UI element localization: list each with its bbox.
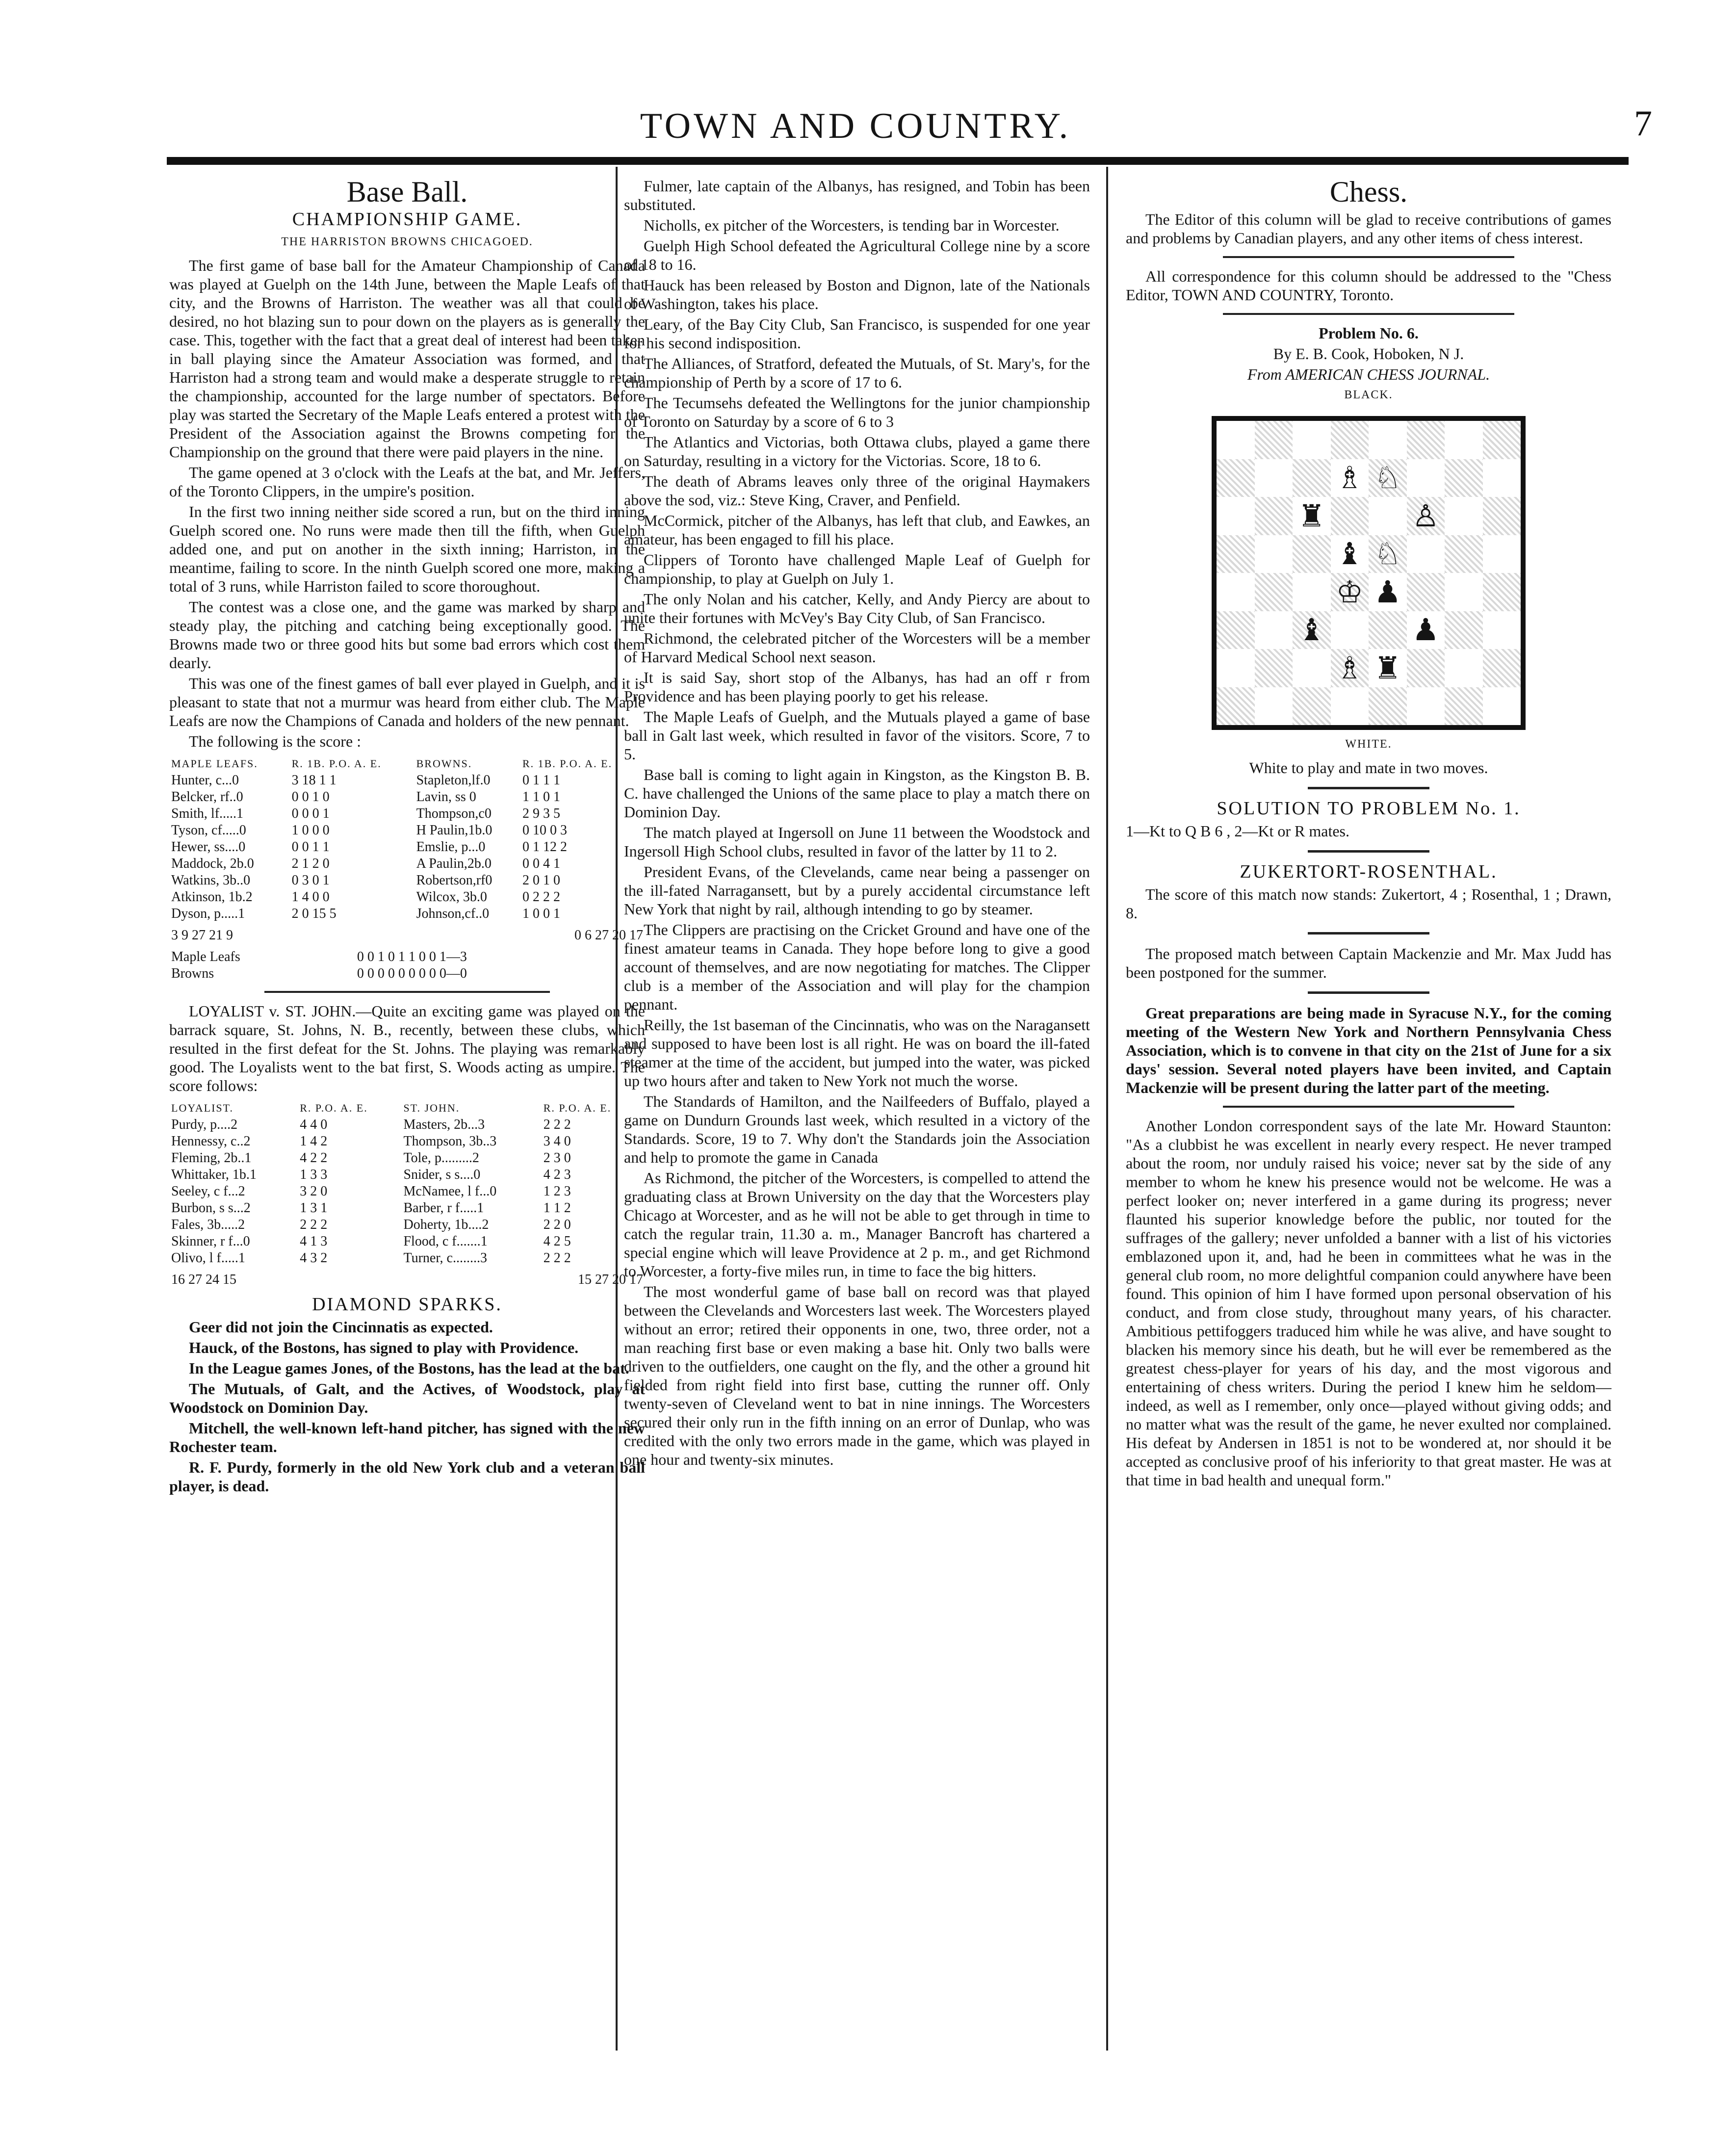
board-square: ♟ xyxy=(1407,611,1445,649)
news-item: McCormick, pitcher of the Albanys, has left that club, and Eawkes, an amateur, has been engaged to fill his place. xyxy=(624,512,1090,548)
totals-right: 15 27 20 17 xyxy=(578,1272,643,1287)
article-paragraph: The contest was a close one, and the game was marked by sharp and steady play, the pitching and catching being exceptionally good. The Browns made two or three good hits but some bad errors which cost them dearly. xyxy=(169,598,645,672)
box-cols-left: R. 1B. P.O. A. E. xyxy=(291,757,382,770)
article-paragraph: The following is the score : xyxy=(189,732,362,750)
board-square xyxy=(1445,497,1483,535)
board-square xyxy=(1217,459,1255,497)
board-square xyxy=(1483,497,1521,535)
player-row xyxy=(169,1150,645,1167)
score-cell: McNamee, l f...0 xyxy=(403,1184,497,1199)
box-head-right: ST. JOHN. xyxy=(403,1102,460,1114)
board-square: ♝ xyxy=(1293,611,1331,649)
article-paragraph: This was one of the finest games of ball ever played in Guelph, and it is pleasant to state that not a murmur was heard from either club. The Maple Leafs are now the Champions of Canada and holders of the new pennant. xyxy=(169,675,645,729)
player-row xyxy=(169,839,645,856)
score-cell: Burbon, s s...2 xyxy=(171,1200,251,1216)
score-cell: 4 2 5 xyxy=(543,1234,571,1249)
black-label: BLACK. xyxy=(1344,389,1393,401)
score-cell: Johnson,cf..0 xyxy=(416,906,490,921)
staunton-item: Another London correspondent says of the late Mr. Howard Staunton: "As a clubbist he was excellent in nearly every respect. He never tramped about the room, nor unduly raised his voice; never sat by the side of any member to whom he knew his presence would not be welcome. He was a perfect looker on; never interfered in a game during its progress; never flaunted his superior knowledge before the public, nor touted for the suffrages of the gallery; never unfolded a banner with a list of his victories emblazoned upon it, and, had he been in committees what he was in the general club room, no more delightful companion could anywhere have been found. This opinion of him I have formed upon personal observation of his conduct, and from close study, throughout many years, of his character. Ambitious pettifoggers traduced him while he was alive, and have sought to blacken his memory since his death, but he will ever be remembered as the greatest chess-player for years of his day, and the most vigorous and entertaining of chess writers. During the period I knew him he seldom—indeed, as well as I remember, only once—played without giving odds; and no matter what was the result of the game, he never exulted nor complained. His defeat by Andersen in 1851 is not to be wondered at, nor should it be accepted as conclusive proof of his inferiority to that great master. He was at that time in bad health and unequal form." xyxy=(1126,1117,1611,1489)
news-item: Nicholls, ex pitcher of the Worcesters, is tending bar in Worcester. xyxy=(644,216,1060,234)
divider xyxy=(1223,1106,1514,1108)
board-square xyxy=(1255,421,1293,459)
player-row xyxy=(169,1233,645,1250)
board-square xyxy=(1217,497,1255,535)
score-cell: 3 4 0 xyxy=(543,1134,571,1149)
board-square xyxy=(1255,649,1293,687)
player-row xyxy=(169,889,645,906)
board-square xyxy=(1255,497,1293,535)
loyalist-article: LOYALIST v. ST. JOHN.—Quite an exciting game was played on the barrack square, St. Johns, N. B., recently, between these clubs, which resulted in the first defeat for the St. Johns. The playing was remarkably good. The Loyalists went to the bat first, S. Woods acting as umpire. The score follows: xyxy=(169,1002,645,1094)
board-square xyxy=(1217,687,1255,726)
masthead-rule xyxy=(167,157,1629,165)
score-cell: 3 18 1 1 xyxy=(291,773,337,788)
score-cell: 2 2 0 xyxy=(543,1217,571,1232)
news-item: Leary, of the Bay City Club, San Francisco, is suspended for one year for his second indisposition. xyxy=(624,315,1090,352)
score-cell: 1 1 0 1 xyxy=(522,789,560,805)
article-paragraph: The game opened at 3 o'clock with the Leafs at the bat, and Mr. Jeffers, of the Toronto Clippers, in the umpire's position. xyxy=(169,464,645,500)
championship-heading: CHAMPIONSHIP GAME. xyxy=(292,209,522,230)
board-square xyxy=(1293,421,1331,459)
championship-subhead: THE HARRISTON BROWNS CHICAGOED. xyxy=(281,235,533,248)
score-cell: Masters, 2b...3 xyxy=(403,1117,485,1132)
score-cell: Smith, lf.....1 xyxy=(171,806,244,821)
score-cell: 2 1 2 0 xyxy=(291,856,330,871)
score-cell: 2 3 0 xyxy=(543,1150,571,1166)
diamond-sparks-heading: DIAMOND SPARKS. xyxy=(312,1294,502,1315)
news-item: The death of Abrams leaves only three of the original Haymakers above the sod, viz.: Steve King, Craver, and Penfield. xyxy=(624,472,1090,509)
board-square xyxy=(1369,687,1407,726)
player-row xyxy=(169,1117,645,1133)
board-square xyxy=(1217,649,1255,687)
score-cell: Hewer, ss....0 xyxy=(171,839,246,855)
board-square: ♘ xyxy=(1369,459,1407,497)
score-cell: Thompson,c0 xyxy=(416,806,492,821)
score-cell: Whittaker, 1b.1 xyxy=(171,1167,257,1182)
player-row xyxy=(169,949,645,965)
score-cell: 1 3 1 xyxy=(300,1200,328,1216)
championship-article xyxy=(169,256,645,751)
innings-line xyxy=(169,949,645,982)
score-cell: 0 0 4 1 xyxy=(522,856,560,871)
score-cell: Fleming, 2b..1 xyxy=(171,1150,252,1166)
match-heading: ZUKERTORT-ROSENTHAL. xyxy=(1240,861,1498,882)
news-item: Reilly, the 1st baseman of the Cincinnatis, who was on the Naragansett and supposed to have been lost is all right. He was on board the ill-fated steamer at the time of the accident, but jumped into the water, was picked up two hours after and taken to New York not much the worse. xyxy=(624,1016,1090,1090)
score-cell: 2 2 2 xyxy=(543,1250,571,1266)
board-square xyxy=(1483,573,1521,611)
score-cell: 4 4 0 xyxy=(300,1117,328,1132)
news-item: As Richmond, the pitcher of the Worcesters, is compelled to attend the graduating class at Brown University on the day that the Worcesters play Chicago at Worcester, and as he will not be able to get through in time to catch the regular train, 11.30 a. m., Manager Bancroft has chartered a special engine which will leave Providence at 2 p. m., and get Richmond to Worcester, a forty-five miles run, in time to face the big hitters. xyxy=(624,1169,1090,1280)
baseball-title: Base Ball. xyxy=(346,176,468,208)
syracuse-item: Great preparations are being made in Syracuse N.Y., for the coming meeting of the Western New York and Northern Pennsylvania Chess Association, which is to convene in that city on the 21st of June for a six days' session. Several noted players have been invited, and Captain Mackenzie will be present during the latter part of the meeting. xyxy=(1126,1004,1611,1096)
spark-item: Mitchell, the well-known left-hand pitcher, has signed with the new Rochester team. xyxy=(169,1419,645,1455)
board-square: ♟ xyxy=(1369,573,1407,611)
board-square xyxy=(1483,649,1521,687)
score-cell: Maple Leafs xyxy=(171,949,240,964)
board-square xyxy=(1445,687,1483,726)
news-item: The Clippers are practising on the Cricket Ground and have one of the finest amateur teams in Canada. They hope before long to give a good account of themselves, and are now negotiating for matches. The Clipper club is a member of the Association and will play for the champion pennant. xyxy=(624,921,1090,1013)
chess-title: Chess. xyxy=(1329,176,1408,208)
score-cell: Browns xyxy=(171,966,214,981)
score-cell: Wilcox, 3b.0 xyxy=(416,889,487,905)
news-item: Clippers of Toronto have challenged Maple Leaf of Guelph for championship, to play at Guelph on July 1. xyxy=(624,551,1090,587)
masthead: TOWN AND COUNTRY. xyxy=(640,106,1071,146)
score-cell: Tole, p.........2 xyxy=(403,1150,479,1166)
score-cell: Hunter, c...0 xyxy=(171,773,239,788)
board-square xyxy=(1445,649,1483,687)
score-cell: Emslie, p...0 xyxy=(416,839,486,855)
news-item: The only Nolan and his catcher, Kelly, and Andy Piercy are about to unite their fortunes with McVey's Bay City Club, of San Francisco. xyxy=(624,590,1090,626)
score-cell: Flood, c f.......1 xyxy=(403,1234,488,1249)
news-item: The Alliances, of Stratford, defeated the Mutuals, of St. Mary's, for the championship of Perth by a score of 17 to 6. xyxy=(624,355,1090,391)
divider xyxy=(1223,256,1514,258)
board-square xyxy=(1445,611,1483,649)
score-cell: 1 4 0 0 xyxy=(291,889,330,905)
page-number: 7 xyxy=(1634,104,1652,144)
board-square xyxy=(1331,687,1369,726)
divider xyxy=(264,991,550,993)
divider xyxy=(1308,932,1429,935)
board-square: ♗ xyxy=(1331,459,1369,497)
player-row xyxy=(169,805,645,822)
score-cell: H Paulin,1b.0 xyxy=(416,823,493,838)
score-cell: Skinner, r f...0 xyxy=(171,1234,250,1249)
score-cell: A Paulin,2b.0 xyxy=(416,856,492,871)
score-cell: 4 1 3 xyxy=(300,1234,328,1249)
spark-item: The Mutuals, of Galt, and the Actives, of Woodstock, play at Woodstock on Dominion Day. xyxy=(169,1380,645,1416)
match-score: The score of this match now stands: Zukertort, 4 ; Rosenthal, 1 ; Drawn, 8. xyxy=(1126,885,1611,922)
score-cell: 1 1 2 xyxy=(543,1200,571,1216)
score-cell: Dyson, p.....1 xyxy=(171,906,245,921)
player-row xyxy=(169,1183,645,1200)
board-square xyxy=(1255,459,1293,497)
column-divider xyxy=(1106,167,1108,2051)
board-square xyxy=(1407,459,1445,497)
board-square: ♜ xyxy=(1369,649,1407,687)
score-cell: Seeley, c f...2 xyxy=(171,1184,245,1199)
maple-leafs-box-score xyxy=(169,755,645,922)
totals-left: 3 9 27 21 9 xyxy=(171,928,233,943)
board-square xyxy=(1407,421,1445,459)
score-cell: Maddock, 2b.0 xyxy=(171,856,254,871)
score-cell: Olivo, l f.....1 xyxy=(171,1250,245,1266)
board-square: ♝ xyxy=(1331,535,1369,573)
totals-left: 16 27 24 15 xyxy=(171,1272,236,1287)
score-cell: Stapleton,lf.0 xyxy=(416,773,491,788)
solution-text: 1—Kt to Q B 6 , 2—Kt or R mates. xyxy=(1126,822,1349,840)
spark-item: Geer did not join the Cincinnatis as expected. xyxy=(189,1318,493,1336)
board-square xyxy=(1293,535,1331,573)
board-square xyxy=(1331,611,1369,649)
player-row xyxy=(169,1167,645,1183)
board-square xyxy=(1293,573,1331,611)
score-cell: 2 0 15 5 xyxy=(291,906,337,921)
score-cell: Robertson,rf0 xyxy=(416,873,493,888)
score-cell: 1 0 0 1 xyxy=(522,906,560,921)
player-row xyxy=(169,772,645,789)
board-square xyxy=(1445,573,1483,611)
board-square xyxy=(1217,421,1255,459)
divider xyxy=(1308,991,1429,994)
score-cell: 1 2 3 xyxy=(543,1184,571,1199)
chess-correspondence: All correspondence for this column should be addressed to the "Chess Editor, TOWN AND COUNTRY, Toronto. xyxy=(1126,267,1611,304)
news-item: President Evans, of the Clevelands, came near being a passenger on the ill-fated Narragansett, but by a purely accidental circumstance left New York that night by rail, although intending to go by steamer. xyxy=(624,863,1090,918)
board-square xyxy=(1483,421,1521,459)
box-head-left: LOYALIST. xyxy=(171,1102,233,1114)
board-square xyxy=(1255,573,1293,611)
score-cell: Hennessy, c..2 xyxy=(171,1134,251,1149)
baseball-notes-column xyxy=(624,177,1090,1471)
problem-author: By E. B. Cook, Hoboken, N J. xyxy=(1273,345,1464,363)
box-cols-right: R. P.O. A. E. xyxy=(543,1102,612,1114)
spark-item: Hauck, of the Bostons, has signed to play with Providence. xyxy=(189,1339,579,1356)
board-square xyxy=(1369,497,1407,535)
solution-heading: SOLUTION TO PROBLEM No. 1. xyxy=(1217,798,1521,819)
divider xyxy=(1308,850,1429,853)
baseball-column xyxy=(169,177,645,1497)
news-item: The match played at Ingersoll on June 11 between the Woodstock and Ingersoll High School clubs, resulted in favor of the latter by 11 to 2. xyxy=(624,824,1090,860)
news-item: Richmond, the celebrated pitcher of the Worcesters will be a member of Harvard Medical School next season. xyxy=(624,629,1090,666)
board-square xyxy=(1369,611,1407,649)
spark-item: In the League games Jones, of the Bostons, has the lead at the bat. xyxy=(189,1359,629,1377)
board-square xyxy=(1483,611,1521,649)
news-item: The Tecumsehs defeated the Wellingtons for the junior championship of Toronto on Saturday by a score of 6 to 3 xyxy=(624,394,1090,430)
board-square xyxy=(1407,535,1445,573)
board-square: ♘ xyxy=(1369,535,1407,573)
score-cell: Purdy, p....2 xyxy=(171,1117,238,1132)
chess-column xyxy=(1126,177,1611,1491)
board-square xyxy=(1331,421,1369,459)
score-cell: 0 1 12 2 xyxy=(522,839,567,855)
score-cell: 3 2 0 xyxy=(300,1184,328,1199)
news-item: The most wonderful game of base ball on record was that played between the Clevelands and Worcesters last week. The Worcesters played without an error; retired their opponents in one, two, three order, not a man reaching first base or even making a base hit. Only two balls were driven to the outfielders, one caught on the fly, and the other a ground hit fielded from right field into first base, cutting the runner off. Only twenty-seven of Cleveland went to bat in nine innings. The Worcesters secured their only run in the fifth inning on an error of Dunlap, who was credited with the only two errors made in the game, which was played in one hour and twenty-six minutes. xyxy=(624,1283,1090,1468)
board-square: ♜ xyxy=(1293,497,1331,535)
board-square xyxy=(1255,687,1293,726)
player-row xyxy=(169,1250,645,1267)
player-row xyxy=(169,1200,645,1217)
board-square xyxy=(1293,459,1331,497)
board-square xyxy=(1407,649,1445,687)
article-paragraph: The first game of base ball for the Amateur Championship of Canada was played at Guelph on the 14th June, between the Maple Leafs of that city, and the Browns of Harriston. The weather was all that could be desired, no hot blazing sun to pour down on the players as is generally the case. This, together with the fact that a great deal of interest had been taken in ball playing since the Amateur Association was formed, and that Harriston had a strong team and would make a desperate struggle to retain the championship, accounted for the large number of spectators. Before play was started the Secretary of the Maple Leafs entered a protest with the President of the Association against the Browns competing for the Championship on the ground that there were paid players in the nine. xyxy=(169,257,645,461)
diamond-sparks-list xyxy=(169,1318,645,1495)
score-cell: 2 0 1 0 xyxy=(522,873,560,888)
board-square xyxy=(1217,611,1255,649)
problem-task: White to play and mate in two moves. xyxy=(1249,759,1488,777)
score-cell: Atkinson, 1b.2 xyxy=(171,889,253,905)
board-square xyxy=(1293,649,1331,687)
score-cell: Barber, r f.....1 xyxy=(403,1200,484,1216)
score-cell: Fales, 3b.....2 xyxy=(171,1217,245,1232)
score-cell: 2 2 2 xyxy=(543,1117,571,1132)
score-cell: Thompson, 3b..3 xyxy=(403,1134,497,1149)
news-item: Base ball is coming to light again in Kingston, as the Kingston B. B. C. have challenged the Unions of the same place to play a match there on Dominion Day. xyxy=(624,766,1090,821)
score-cell: 0 10 0 3 xyxy=(522,823,567,838)
player-row xyxy=(169,906,645,922)
score-cell: Belcker, rf..0 xyxy=(171,789,243,805)
board-square xyxy=(1293,687,1331,726)
news-item: The Atlantics and Victorias, both Ottawa clubs, played a game there on Saturday, resulting in a victory for the Victorias. Score, 18 to 6. xyxy=(624,433,1090,469)
score-cell: Watkins, 3b..0 xyxy=(171,873,251,888)
score-cell: 0 1 1 1 xyxy=(522,773,560,788)
proposed-match: The proposed match between Captain Mackenzie and Mr. Max Judd has been postponed for the summer. xyxy=(1126,945,1611,981)
chess-intro: The Editor of this column will be glad to receive contributions of games and problems by Canadian players, and any other items of chess interest. xyxy=(1126,210,1611,247)
news-item: Guelph High School defeated the Agricultural College nine by a score of 18 to 16. xyxy=(624,237,1090,273)
score-cell: 1 4 2 xyxy=(300,1134,328,1149)
box-cols-left: R. P.O. A. E. xyxy=(300,1102,368,1114)
board-square: ♔ xyxy=(1331,573,1369,611)
board-square xyxy=(1217,573,1255,611)
score-cell: Turner, c........3 xyxy=(403,1250,487,1266)
board-square: ♗ xyxy=(1331,649,1369,687)
news-item: It is said Say, short stop of the Albanys, has had an off r from Providence and has been playing poorly to get his release. xyxy=(624,669,1090,705)
score-cell: Snider, s s....0 xyxy=(403,1167,481,1182)
board-square xyxy=(1407,687,1445,726)
score-cell: 0 0 1 1 xyxy=(291,839,330,855)
board-square xyxy=(1369,421,1407,459)
score-cell: 4 2 2 xyxy=(300,1150,328,1166)
score-cell: 0 2 2 2 xyxy=(522,889,560,905)
board-square xyxy=(1483,459,1521,497)
problem-title: Problem No. 6. xyxy=(1319,324,1419,342)
board-square xyxy=(1255,535,1293,573)
score-cell: 1 0 0 0 xyxy=(291,823,330,838)
board-square xyxy=(1407,573,1445,611)
score-cell: 0 0 1 0 xyxy=(291,789,330,805)
board-square xyxy=(1217,535,1255,573)
baseball-notes xyxy=(624,177,1090,1469)
score-cell: Doherty, 1b....2 xyxy=(403,1217,489,1232)
news-item: The Standards of Hamilton, and the Nailfeeders of Buffalo, played a game on Dundurn Grounds last week, which resulted in a victory of the Standards. Score, 19 to 7. Why don't the Standards join the Association and help to promote the game in Canada xyxy=(624,1092,1090,1166)
loyalist-box-score xyxy=(169,1100,645,1267)
score-cell: Tyson, cf.....0 xyxy=(171,823,246,838)
board-square xyxy=(1483,687,1521,726)
totals-right: 0 6 27 20 17 xyxy=(574,928,643,943)
board-square xyxy=(1331,497,1369,535)
player-row xyxy=(169,965,645,982)
score-cell: 4 2 3 xyxy=(543,1167,571,1182)
player-row xyxy=(169,856,645,872)
white-label: WHITE. xyxy=(1345,738,1392,751)
spark-item: R. F. Purdy, formerly in the old New York club and a veteran ball player, is dead. xyxy=(169,1458,645,1495)
news-item: Fulmer, late captain of the Albanys, has resigned, and Tobin has been substituted. xyxy=(624,177,1090,213)
news-item: Hauck has been released by Boston and Dignon, late of the Nationals of Washington, takes his place. xyxy=(624,276,1090,312)
score-cell: Lavin, ss 0 xyxy=(416,789,476,805)
board-square xyxy=(1445,535,1483,573)
score-cell: 2 9 3 5 xyxy=(522,806,560,821)
board-square xyxy=(1255,611,1293,649)
box-cols-right: R. 1B. P.O. A. E. xyxy=(522,757,613,770)
article-paragraph: In the first two inning neither side scored a run, but on the third inning Guelph scored one. No runs were made then till the fifth, when Guelph added one, and put on another in the sixth inning; Harriston, in the meantime, failing to score. In the ninth Guelph scored one more, making a total of 3 runs, while Harriston failed to score thoroughout. xyxy=(169,503,645,595)
box-score-totals xyxy=(169,927,645,944)
player-row xyxy=(169,872,645,889)
board-square xyxy=(1483,535,1521,573)
score-cell: 4 3 2 xyxy=(300,1250,328,1266)
score-cell: 0 0 0 0 0 0 0 0 0—0 xyxy=(357,966,467,981)
score-cell: 0 3 0 1 xyxy=(291,873,330,888)
divider xyxy=(1223,313,1514,315)
chess-board xyxy=(1212,416,1526,730)
score-cell: 0 0 0 1 xyxy=(291,806,330,821)
problem-source: From AMERICAN CHESS JOURNAL. xyxy=(1247,365,1490,383)
board-square xyxy=(1445,459,1483,497)
box-head-right: BROWNS. xyxy=(416,757,472,770)
board-square xyxy=(1445,421,1483,459)
player-row xyxy=(169,1133,645,1150)
score-cell: 1 3 3 xyxy=(300,1167,328,1182)
board-square: ♙ xyxy=(1407,497,1445,535)
box-score-totals xyxy=(169,1272,645,1288)
box-head-left: MAPLE LEAFS. xyxy=(171,757,258,770)
score-cell: 2 2 2 xyxy=(300,1217,328,1232)
player-row xyxy=(169,822,645,839)
player-row xyxy=(169,1217,645,1233)
score-cell: 0 0 1 0 1 1 0 0 1—3 xyxy=(357,949,467,964)
player-row xyxy=(169,789,645,805)
news-item: The Maple Leafs of Guelph, and the Mutuals played a game of base ball in Galt last week, which resulted in favor of the visitors. Score, 7 to 5. xyxy=(624,708,1090,763)
divider xyxy=(1308,787,1429,789)
